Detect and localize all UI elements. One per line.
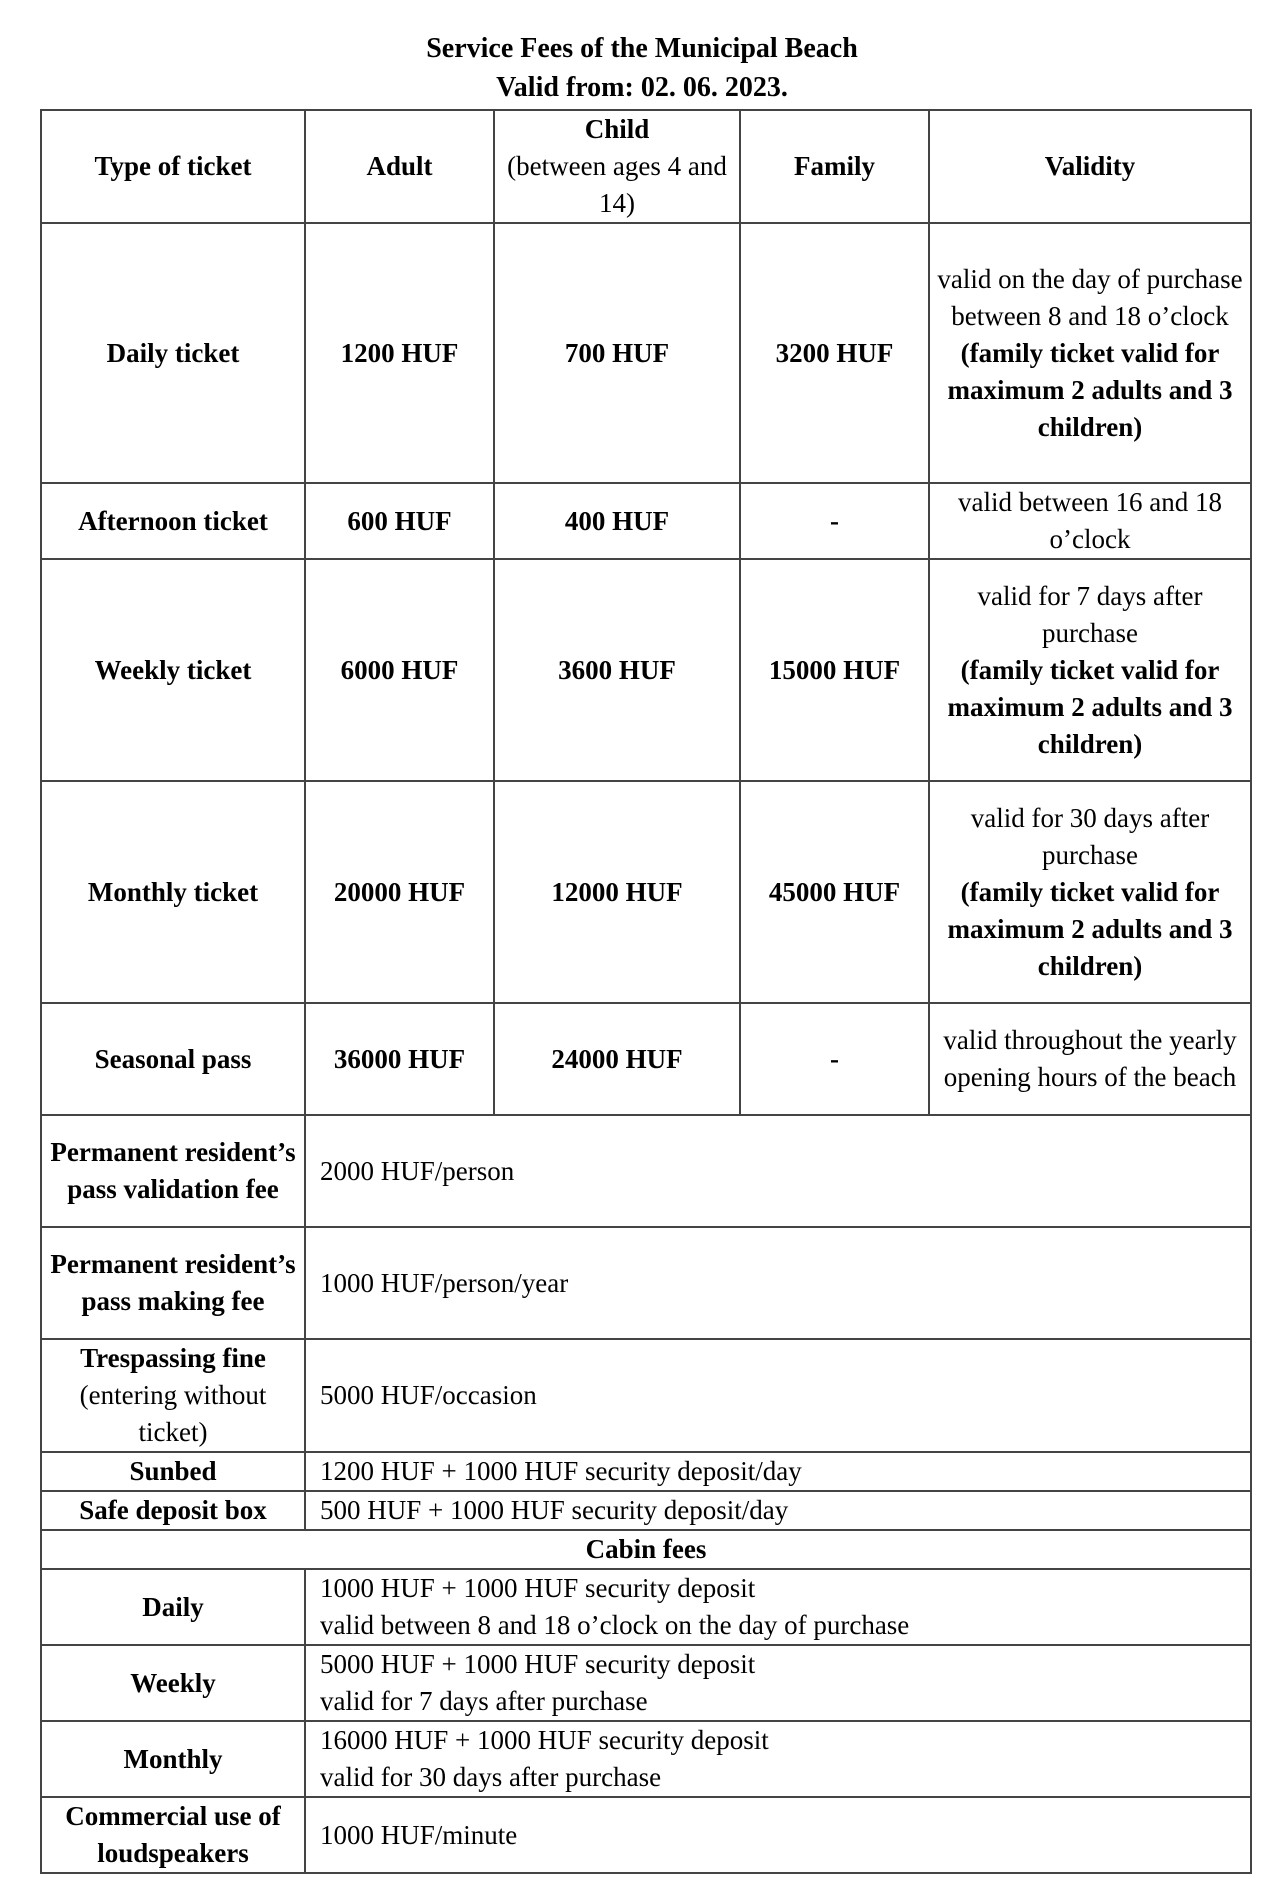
header-validity: Validity — [929, 110, 1251, 223]
validity-note: (family ticket valid for maximum 2 adults and 3 children) — [947, 876, 1233, 981]
validity-cell — [929, 559, 1251, 781]
validity-text: valid throughout the yearly opening hours of the beach — [943, 1025, 1237, 1092]
cabin-section-header-row — [41, 1530, 1251, 1569]
adult-price: 1200 HUF — [305, 223, 494, 483]
cabin-fee-label: Weekly — [41, 1645, 305, 1721]
family-price: - — [740, 1003, 929, 1115]
validity-cell — [929, 1003, 1251, 1115]
fee-label: Sunbed — [41, 1452, 305, 1491]
ticket-type: Daily ticket — [41, 223, 305, 483]
fee-label-cell — [41, 1339, 305, 1452]
validity-cell — [929, 781, 1251, 1003]
validity-text: valid between 16 and 18 o’clock — [958, 487, 1222, 554]
family-price: 15000 HUF — [740, 559, 929, 781]
fee-value: 1200 HUF + 1000 HUF security deposit/day — [305, 1452, 1251, 1491]
adult-price: 6000 HUF — [305, 559, 494, 781]
table-row — [41, 1003, 1251, 1115]
adult-price: 20000 HUF — [305, 781, 494, 1003]
cabin-fee-row — [41, 1569, 1251, 1645]
fee-label: Permanent resident’s pass validation fee — [41, 1115, 305, 1227]
validity-note: (family ticket valid for maximum 2 adults and 3 children) — [947, 337, 1233, 442]
adult-price: 600 HUF — [305, 483, 494, 559]
ticket-type: Afternoon ticket — [41, 483, 305, 559]
cabin-fee-price: 16000 HUF + 1000 HUF security deposit — [320, 1725, 769, 1755]
document-subtitle: Valid from: 02. 06. 2023. — [496, 72, 788, 103]
child-price: 24000 HUF — [494, 1003, 740, 1115]
document-title: Service Fees of the Municipal Beach — [426, 33, 858, 64]
fee-value: 1000 HUF/person/year — [305, 1227, 1251, 1339]
validity-cell — [929, 223, 1251, 483]
child-price: 12000 HUF — [494, 781, 740, 1003]
fee-label: Safe deposit box — [41, 1491, 305, 1530]
cabin-fee-price: 5000 HUF + 1000 HUF security deposit — [320, 1649, 756, 1679]
header-adult: Adult — [305, 110, 494, 223]
family-price: - — [740, 483, 929, 559]
validity-note: (family ticket valid for maximum 2 adults and 3 children) — [947, 654, 1233, 759]
cabin-fee-row — [41, 1721, 1251, 1797]
table-row — [41, 223, 1251, 483]
cabin-fee-label: Daily — [41, 1569, 305, 1645]
family-price: 3200 HUF — [740, 223, 929, 483]
fee-value: 500 HUF + 1000 HUF security deposit/day — [305, 1491, 1251, 1530]
ticket-type: Weekly ticket — [41, 559, 305, 781]
cabin-fee-value — [305, 1569, 1251, 1645]
family-price: 45000 HUF — [740, 781, 929, 1003]
loudspeaker-fee-row — [41, 1797, 1251, 1873]
child-price: 3600 HUF — [494, 559, 740, 781]
validity-cell — [929, 483, 1251, 559]
cabin-fee-validity: valid for 7 days after purchase — [320, 1686, 648, 1716]
cabin-fee-value — [305, 1721, 1251, 1797]
fee-row — [41, 1452, 1251, 1491]
fee-label: Permanent resident’s pass making fee — [41, 1227, 305, 1339]
ticket-type: Seasonal pass — [41, 1003, 305, 1115]
cabin-fee-validity: valid between 8 and 18 o’clock on the day of purchase — [320, 1610, 910, 1640]
cabin-fee-value — [305, 1645, 1251, 1721]
validity-text: valid for 7 days after purchase — [977, 580, 1203, 648]
table-row — [41, 483, 1251, 559]
adult-price: 36000 HUF — [305, 1003, 494, 1115]
fee-row — [41, 1227, 1251, 1339]
validity-text: valid on the day of purchase between 8 and 18 o’clock — [937, 263, 1243, 331]
table-row — [41, 781, 1251, 1003]
cabin-fee-price: 1000 HUF + 1000 HUF security deposit — [320, 1573, 756, 1603]
loudspeaker-fee-value: 1000 HUF/minute — [305, 1797, 1251, 1873]
header-family: Family — [740, 110, 929, 223]
table-row — [41, 559, 1251, 781]
cabin-fee-label: Monthly — [41, 1721, 305, 1797]
cabin-fee-validity: valid for 30 days after purchase — [320, 1762, 662, 1792]
cabin-section-title: Cabin fees — [41, 1530, 1251, 1569]
cabin-fee-row — [41, 1645, 1251, 1721]
header-child-age-range: (between ages 4 and 14) — [507, 151, 727, 218]
fee-value: 2000 HUF/person — [305, 1115, 1251, 1227]
fee-row — [41, 1339, 1251, 1452]
loudspeaker-fee-label: Commercial use of loudspeakers — [41, 1797, 305, 1873]
child-price: 400 HUF — [494, 483, 740, 559]
ticket-type: Monthly ticket — [41, 781, 305, 1003]
header-child — [494, 110, 740, 223]
fee-row — [41, 1115, 1251, 1227]
table-header-row — [41, 110, 1251, 223]
fee-row — [41, 1491, 1251, 1530]
validity-text: valid for 30 days after purchase — [970, 802, 1210, 870]
fee-label: Trespassing fine — [80, 1343, 266, 1373]
service-fees-table — [40, 109, 1252, 1874]
child-price: 700 HUF — [494, 223, 740, 483]
header-child-label: Child — [584, 114, 650, 144]
fee-value: 5000 HUF/occasion — [305, 1339, 1251, 1452]
header-type: Type of ticket — [41, 110, 305, 223]
fee-label-note: (entering without ticket) — [79, 1380, 267, 1447]
